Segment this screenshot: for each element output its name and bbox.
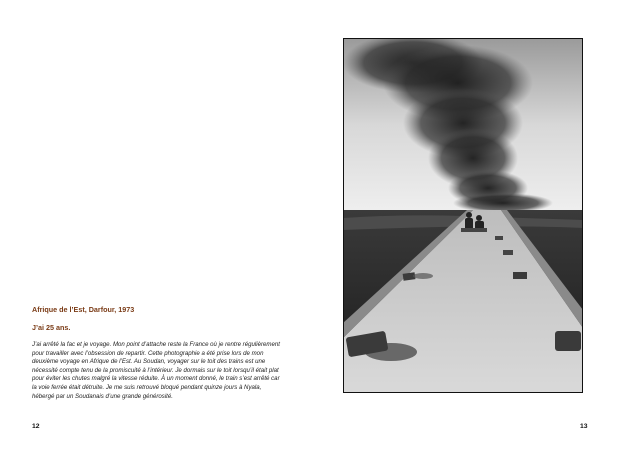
page-number-left: 12 [32, 423, 40, 430]
page-number-right: 13 [580, 423, 588, 430]
right-page [309, 0, 619, 450]
photo-illustration [343, 38, 583, 393]
caption-body-text: J’ai arrêté la fac et je voyage. Mon point d’attache reste la France où je rentre régulièrement pour travailler avec l’obsession de repartir. Cette photographie a été prise lors de mon deuxième voyage en Afrique de l’Est. Au Soudan, voyager sur le toit des trains est une nécessité compte tenu de la promiscuité à l’intérieur. Je dormais sur le toit lorsqu’il était plat pour éviter les chutes malgré la vitesse réduite. À un moment donné, le train s’est arrêté car la voie ferrée était détruite. Je me suis retrouvé bloqué pendant quinze jours à Nyala, hébergé par un Soudanais d’une grande générosité. [32, 341, 280, 400]
caption-subtitle: J’ai 25 ans. [32, 323, 71, 332]
train-roof-photograph [343, 38, 583, 393]
left-page [0, 0, 309, 450]
caption-title: Afrique de l’Est, Darfour, 1973 [32, 305, 135, 314]
